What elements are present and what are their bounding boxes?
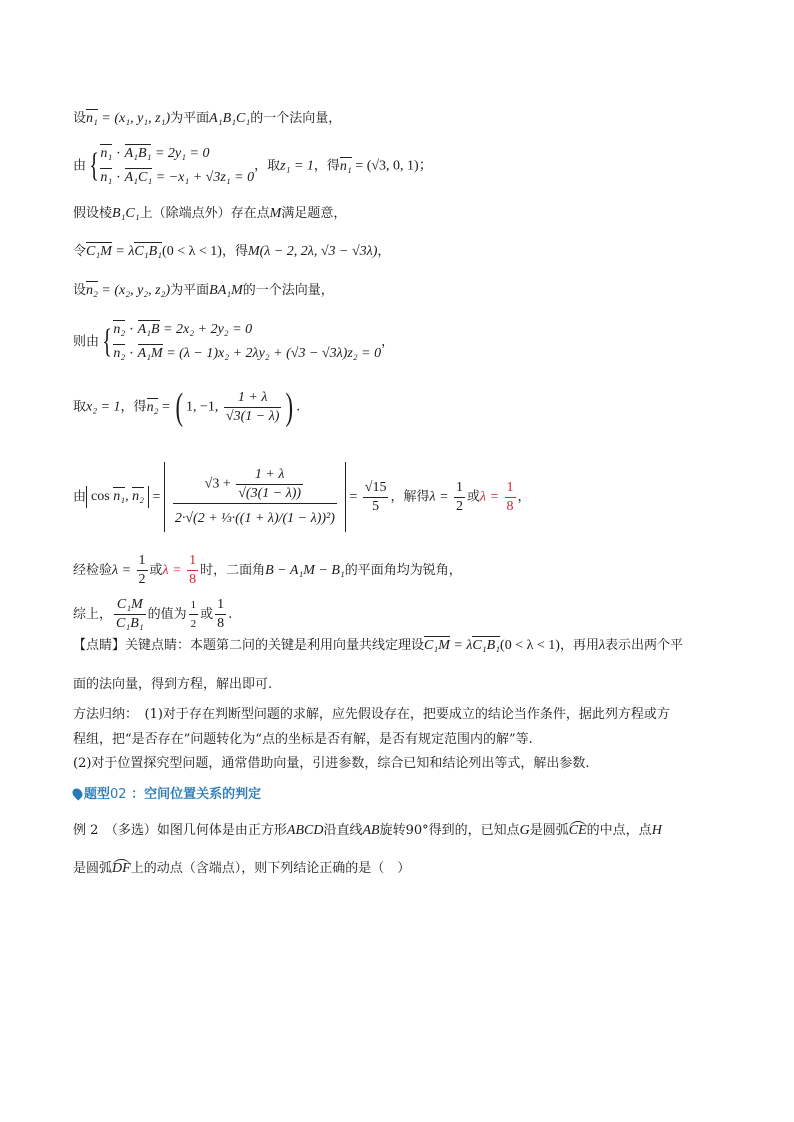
line-normal-vector-n2: [73, 282, 334, 300]
math: = (x₁, y₁, z₁): [97, 111, 171, 126]
text: .: [296, 399, 301, 415]
text: ，得: [221, 244, 248, 259]
math: M: [269, 206, 282, 221]
section-heading: [73, 783, 261, 802]
text: 上的动点（含端点），则下列结论正确的是（ ）: [130, 861, 411, 876]
math: x₂ = 1: [86, 399, 121, 415]
math: = 2y₁ = 0: [151, 146, 210, 161]
text: 取: [73, 399, 87, 415]
denominator: 2: [190, 618, 197, 630]
fraction: [114, 596, 146, 633]
text: ，解得: [390, 489, 430, 505]
text: ，: [517, 489, 531, 505]
math: λ =: [429, 489, 453, 505]
equation-system: n₂ · A₁B = 2x₂ + 2y₂ = 0 n₂ · A₁M = (λ − 1)x₂ + 2λy₂ + (√3 − √3λ)z₂ = 0: [113, 322, 382, 361]
arc: CE: [568, 823, 587, 838]
fraction: [454, 479, 465, 516]
location-pin-icon: [70, 786, 84, 800]
abs-cos: cos n₁, n₂: [86, 486, 149, 508]
fraction: [187, 552, 198, 589]
line-example-2-cont: [73, 860, 410, 878]
text: 的一个法向量，: [242, 283, 334, 298]
text-line: 方法归纳： (1)对于存在判断型问题的求解，应先假设存在，把要成立的结论当作条件，据此列方程或方: [73, 707, 670, 722]
fraction: [224, 389, 282, 426]
math: = −x₁ + √3z₁ = 0: [152, 170, 255, 185]
text: 令: [73, 244, 87, 259]
text: 的平面角均为锐角，: [344, 563, 462, 578]
denominator: 5: [372, 498, 380, 514]
math: =: [158, 399, 174, 415]
vector: n₂: [86, 283, 98, 298]
denominator: C₁B₁: [116, 616, 144, 631]
numerator: 1: [215, 596, 226, 615]
math: (0 < λ < 1): [500, 638, 560, 653]
vector: C₁M: [424, 638, 450, 653]
vector: C₁B₁: [472, 638, 501, 653]
vector: n₁: [113, 489, 126, 504]
numerator: 1: [187, 552, 198, 571]
math: λ =: [162, 563, 186, 578]
vector: A₁B: [137, 322, 160, 337]
fraction: [189, 596, 199, 633]
math: = 2x₂ + 2y₂ = 0: [159, 322, 253, 337]
text: 关键点睛：本题第二问的关键是利用向量共线定理设: [125, 638, 425, 653]
vector: C₁B₁: [134, 244, 163, 259]
line-take-x2: [73, 388, 300, 426]
fraction: [173, 466, 337, 528]
text: ，得: [313, 158, 340, 174]
line-normal-vector-n1: [73, 110, 341, 128]
brace-icon: {: [89, 147, 100, 184]
vector: n₁: [339, 158, 352, 174]
math: = λ: [111, 244, 135, 259]
line-assume: [73, 205, 346, 223]
math: √3 +: [204, 476, 235, 492]
heading-number: 02: [110, 787, 127, 802]
vector: A₁M: [137, 346, 163, 361]
denominator: 8: [506, 498, 514, 514]
denominator: √(3(1 − λ)): [238, 486, 302, 501]
numerator: 1: [505, 479, 516, 498]
math: cos: [91, 489, 110, 504]
plane: A₁B₁C₁: [209, 111, 251, 126]
plane: BA₁M: [209, 283, 243, 298]
vector: n₁: [100, 170, 113, 185]
paren: (: [175, 386, 184, 428]
denominator: 2: [138, 572, 146, 587]
text: 表示出两个平: [605, 638, 684, 653]
text: 例 2 （多选）如图几何体是由正方形: [73, 823, 287, 838]
vector-n1: n₁: [86, 111, 98, 126]
text: 时，二面角: [200, 563, 266, 578]
math: λ =: [112, 563, 135, 578]
text: ，: [381, 334, 395, 350]
text: 设: [73, 111, 87, 126]
math: λ =: [480, 489, 503, 505]
text: 经检验: [73, 563, 113, 578]
text: 满足题意，: [281, 206, 347, 221]
text-line: (2)对于位置探究型问题，通常借助向量，引进参数，综合已知和结论列出等式，解出参数.: [73, 756, 590, 771]
vector: n₁: [100, 146, 113, 161]
text: 的值为: [147, 607, 187, 622]
text: 或: [149, 563, 163, 578]
numerator: √15: [363, 479, 389, 498]
text: 或: [467, 489, 481, 505]
denominator: 2: [456, 498, 464, 514]
text: ，取: [254, 158, 281, 174]
text: 的中点，点: [586, 823, 652, 838]
math: =: [345, 489, 361, 505]
math: = (λ − 1)x₂ + 2λy₂ + (√3 − √3λ)z₂ = 0: [162, 346, 382, 361]
math: G: [519, 823, 530, 838]
math: = λ: [449, 638, 473, 653]
line-conclusion: [73, 596, 232, 633]
text: 的一个法向量，: [250, 111, 342, 126]
line-check: [73, 552, 462, 589]
numerator: [173, 466, 337, 504]
abs-fraction: [164, 462, 346, 532]
vector: n₂: [132, 489, 144, 504]
math: M(λ − 2, 2λ, √3 − √3λ): [247, 244, 378, 259]
math: H: [651, 823, 662, 838]
text: 则由: [73, 334, 100, 350]
fraction: [363, 479, 389, 516]
denominator: 8: [217, 616, 225, 631]
fraction: [505, 479, 516, 516]
numerator: C₁M: [114, 596, 146, 615]
math: 1, −1,: [186, 399, 222, 415]
math: = (√3, 0, 1)；: [351, 158, 433, 174]
text: 由: [73, 158, 87, 174]
numerator: 1: [137, 552, 148, 571]
denominator: 2·√(2 + ⅓·((1 + λ)/(1 − λ))²): [174, 511, 335, 526]
key-point-tag: 【点睛】: [73, 638, 126, 653]
vector: n₂: [113, 346, 126, 361]
text: 沿直线: [323, 823, 363, 838]
line-system-2: [73, 318, 394, 366]
vector: C₁M: [86, 244, 112, 259]
text: 假设棱: [73, 206, 113, 221]
text: .: [228, 607, 233, 622]
text: 是圆弧: [73, 861, 113, 876]
text: 是圆弧: [529, 823, 569, 838]
numerator: 1 + λ: [224, 389, 282, 408]
vector: A₁C₁: [124, 170, 153, 185]
math: = (x₂, y₂, z₂): [97, 283, 171, 298]
heading-title: ：空间位置关系的判定: [126, 787, 262, 802]
denominator: 8: [189, 572, 197, 587]
text: 上（除端点外）存在点: [139, 206, 270, 221]
text: ，得: [120, 399, 147, 415]
line-let: [73, 243, 390, 261]
math: λ: [598, 638, 606, 653]
text: 旋转90°得到的，已知点: [379, 823, 520, 838]
brace-icon: {: [102, 323, 113, 360]
text: 为平面: [170, 111, 210, 126]
text: 综上，: [73, 607, 113, 622]
line-cos: [73, 462, 531, 532]
fraction: [236, 466, 303, 503]
text: ，再用: [559, 638, 599, 653]
fraction: [137, 552, 148, 589]
paren: ): [285, 386, 294, 428]
vector: n₂: [113, 322, 126, 337]
denominator: √3(1 − λ): [225, 408, 280, 424]
numerator: 1: [189, 596, 199, 615]
numerator: 1 + λ: [236, 466, 303, 485]
numerator: 1: [454, 479, 465, 498]
arc: DF: [112, 861, 131, 876]
text: 或: [200, 607, 214, 622]
text: 由: [73, 489, 87, 505]
equation-system: n₁ · A₁B₁ = 2y₁ = 0 n₁ · A₁C₁ = −x₁ + √3z₁ = 0: [100, 146, 255, 185]
vector: n₂: [146, 399, 159, 415]
text: 设: [73, 283, 87, 298]
text-line: 程组，把“是否存在”问题转化为“点的坐标是否有解，是否有规定范围内的解”等.: [73, 732, 533, 747]
vector: A₁B₁: [124, 146, 152, 161]
math: B₁C₁: [112, 206, 140, 221]
math: B − A₁M − B₁: [265, 563, 345, 578]
line-example-2: [73, 822, 662, 840]
math: z₁ = 1: [280, 158, 314, 174]
math: AB: [362, 823, 380, 838]
heading-label: 题型: [84, 787, 111, 802]
math: =: [148, 489, 164, 505]
text: ，: [377, 244, 391, 259]
fraction: [215, 596, 226, 633]
text-line: 面的法向量，得到方程，解出即可.: [73, 677, 273, 692]
math: ABCD: [286, 823, 324, 838]
math: (0 < λ < 1): [162, 244, 222, 259]
line-system-1: [73, 142, 433, 190]
line-key-point: [73, 637, 683, 655]
text: 为平面: [170, 283, 210, 298]
